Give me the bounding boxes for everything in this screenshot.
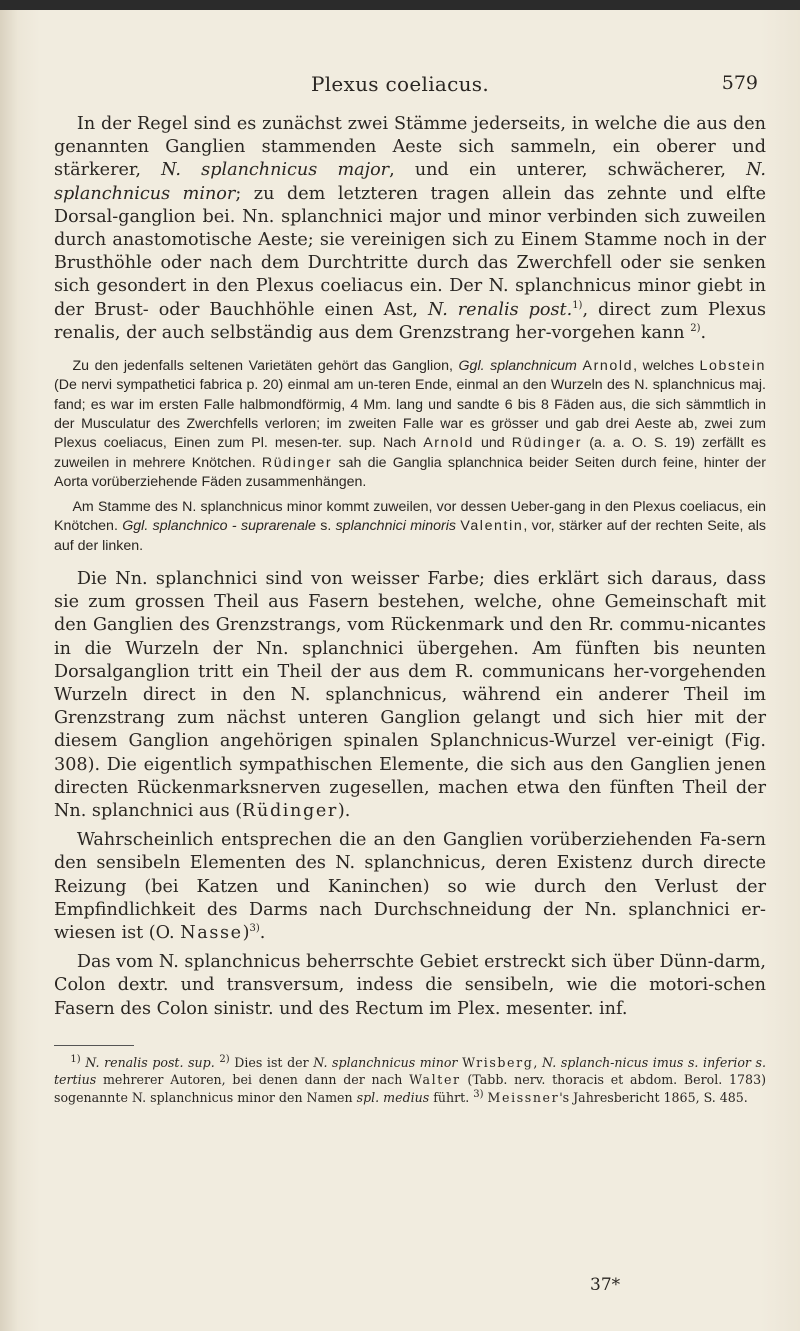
small-paragraph-2: [54, 498, 766, 556]
text-run: (a. a. O. S. 19) zerfällt es zuweilen in mehrere Knötchen.: [54, 435, 766, 471]
text-run: Dies ist der: [234, 1054, 314, 1070]
author-name: Wrisberg: [462, 1054, 534, 1070]
term-splanchnici-minoris: splanchnici minoris: [335, 518, 456, 535]
page-header: [0, 72, 800, 102]
author-name: Nasse: [180, 923, 243, 944]
text-run: , und ein unterer, schwächerer,: [389, 160, 747, 181]
scan-edge: [0, 0, 800, 10]
text-run: Am Stamme des N. splanchnicus minor kommt zuweilen, vor dessen Ueber-gang in den Plexus coeliacus, ein Knötchen.: [54, 499, 766, 535]
paragraph-4: [54, 951, 766, 1021]
footnote-marker: 1): [70, 1053, 81, 1065]
footnote-ref[interactable]: 3): [249, 923, 260, 935]
text-run: (Tabb. nerv. thoracis et abdom. Berol. 1783) sogenannte N. splanchnicus minor den Namen: [54, 1072, 766, 1105]
author-name: Arnold: [582, 358, 634, 375]
term-renalis-post: N. renalis post.: [427, 299, 573, 320]
paragraph-3: [54, 829, 766, 945]
text-run: .: [700, 322, 707, 343]
author-name: Rüdinger: [511, 435, 583, 452]
signature-mark: 37*: [590, 1275, 621, 1295]
footnote-term: N. splanchnicus minor: [313, 1054, 458, 1070]
text-run: Die Nn. splanchnici sind von weisser Farbe; dies erklärt sich daraus, dass sie zum grossen Theil aus Fasern bestehen, welche, ohne Gemeinschaft mit den Ganglien des Grenzstrangs, vom Rückenmark und den Rr. commu-nicantes in die Wurzeln der Nn. splanchnici übergehen. Am fünften bis neunten Dorsalganglion tritt ein Theil der aus dem R. communicans her-vorgehenden Wurzeln direct in den N. splanchnicus, während ein anderer Theil im Grenzstrang zum nächst unteren Ganglion gelangt und sich hier mit der diesem Ganglion angehörigen spinalen Splanchnicus-Wurzel ver-einigt (Fig. 308). Die eigentlich sympathischen Elemente, die sich aus den Ganglien jenen directen Rückenmarksnerven zugesellen, machen etwa den fünften Theil der Nn. splanchnici aus (: [54, 569, 766, 822]
author-name: Valentin: [460, 518, 524, 535]
text-run: und: [473, 435, 512, 452]
small-paragraph-1: [54, 357, 766, 492]
text-run: In der Regel sind es zunächst zwei Stämme jederseits, in welche die aus den genannten Ganglien stammenden Aeste sich sammeln, ein oberer und stärkerer,: [54, 114, 766, 181]
footnote-marker: 3): [473, 1088, 484, 1100]
text-run: , vor, stärker auf der rechten Seite, als auf der linken.: [54, 518, 766, 554]
text-run: .: [259, 923, 266, 944]
text-run: Wahrscheinlich entsprechen die an den Ganglien vorüberziehenden Fa-sern den sensibeln Elementen des N. splanchnicus, deren Existenz durch directe Reizung (bei Katzen und Kaninchen) so wie durch den Verlust der Empfindlichkeit des Darms nach Durchschneidung der Nn. splanchnici er-wiesen ist (O.: [54, 830, 766, 944]
author-name: Rüdinger: [261, 454, 333, 471]
text-run: , welches: [633, 358, 700, 375]
text-run: , direct zum Plexus renalis, der auch selbständig aus dem Grenzstrang her-vorgehen kann: [54, 299, 766, 343]
footnote-rule: [54, 1045, 134, 1046]
text-run: (De nervi sympathetici fabrica p. 20) einmal am un-teren Ende, einmal an den Wurzeln des N. splanchnicus maj. fand; es war im ersten Falle halbmondförmig, 4 Mm. lang und sandte 6 bis 8 Fäden aus, die sich sämmtlich in der Musculatur des Zwerchfells verloren; im zweiten Falle war es grösser und gab drei Aeste ab, zwei zum Plexus coeliacus, Einen zum Pl. mesen-ter. sup. Nach: [54, 377, 766, 452]
author-name: Lobstein: [699, 358, 766, 375]
text-run: 's Jahresbericht 1865, S. 485.: [559, 1089, 748, 1105]
footnote-marker: 2): [219, 1053, 230, 1065]
footnote-ref[interactable]: 1): [572, 299, 583, 311]
text-run: ).: [337, 801, 351, 822]
footnotes: [54, 1054, 766, 1106]
text-run: ; zu dem letzteren tragen allein das zehnte und elfte Dorsal-ganglion bei. Nn. splanchnici major und minor verbinden sich zuweilen durch anastomotische Aeste; sie vereinigen sich zu Einem Stamme noch in der Brusthöhle oder nach dem Durchtritte durch das Zwerchfell oder sie senken sich gesondert in den Plexus coeliacus ein. Der N. splanchnicus minor giebt in der Brust- oder Bauchhöhle einen Ast,: [54, 183, 766, 320]
term-splanchnicus-minor: N. splanchnicus minor: [54, 160, 766, 204]
text-run: s.: [315, 518, 336, 535]
running-title: Plexus coeliacus.: [310, 72, 490, 96]
text-run: ): [242, 923, 250, 944]
footnote-term: N. splanch-nicus imus s. inferior s. tertius: [54, 1054, 767, 1088]
text-run: mehrerer Autoren, bei denen dann der nach: [96, 1072, 410, 1088]
term-ggl-splanchnicum: Ggl. splanchnicum: [458, 358, 577, 375]
term-ggl-suprarenale: Ggl. splanchnico - suprarenale: [122, 518, 316, 535]
text-run: Das vom N. splanchnicus beherrschte Gebiet erstreckt sich über Dünn-darm, Colon dextr. und transversum, indess die sensibeln, wie die motori-schen Fasern des Colon sinistr. und des Rectum im Plex. mesenter. inf.: [54, 952, 766, 1019]
text-run: ,: [533, 1054, 543, 1070]
author-name: Meissner: [487, 1089, 560, 1105]
text-run: führt.: [429, 1089, 470, 1105]
author-name: Rüdinger: [242, 801, 338, 822]
author-name: Arnold: [423, 435, 474, 452]
text-run: Zu den jedenfalls seltenen Varietäten gehört das Ganglion,: [72, 358, 459, 375]
paragraph-1: [54, 113, 766, 345]
footnote-term: N. renalis post. sup.: [85, 1054, 215, 1070]
paragraph-2: [54, 568, 766, 823]
text-run: sah die Ganglia splanchnica beider Seiten durch feine, hinter der Aorta vorüberziehende Fäden zusammenhängen.: [54, 454, 766, 490]
page-body: [54, 113, 766, 1106]
term-splanchnicus-major: N. splanchnicus major: [161, 160, 390, 181]
page-number: 579: [721, 72, 758, 94]
footnote-ref[interactable]: 2): [690, 322, 701, 334]
author-name: Walter: [409, 1072, 461, 1088]
footnote-term: spl. medius: [356, 1089, 430, 1105]
